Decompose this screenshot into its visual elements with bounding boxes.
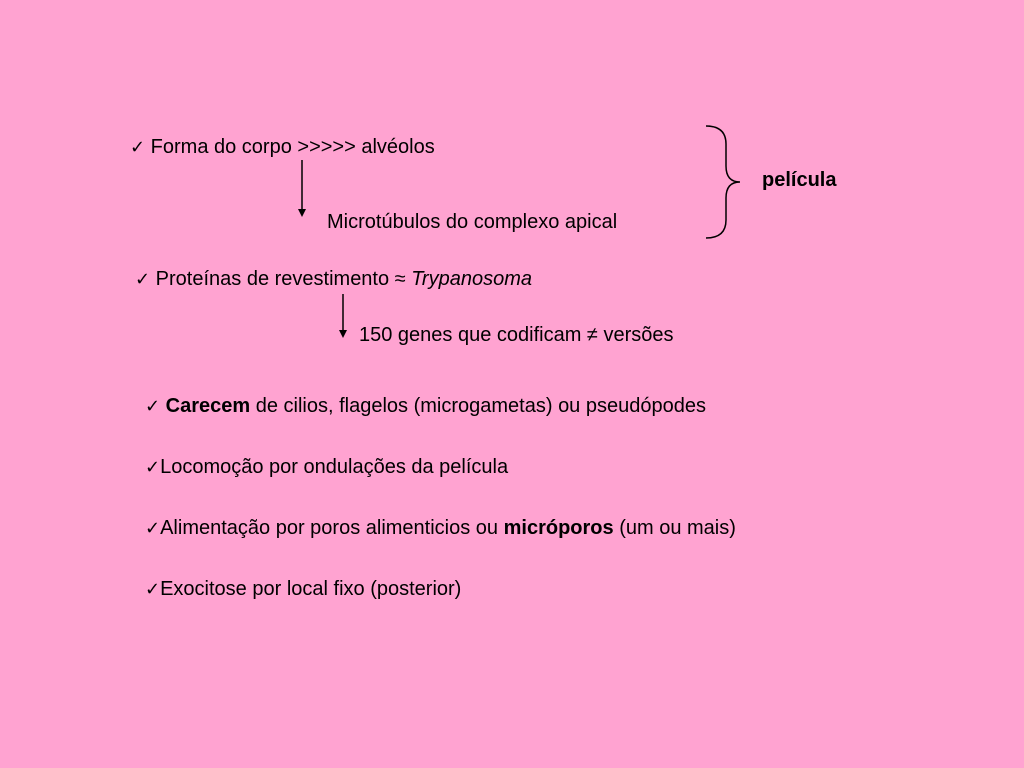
microporos-bold: micróporos <box>503 517 614 539</box>
right-brace-icon <box>706 126 740 238</box>
alimentacao-text: Alimentação por poros alimenticios ou <box>160 517 504 539</box>
trypanosoma-text: Trypanosoma <box>411 268 532 290</box>
checkmark-icon: ✓ <box>145 457 161 478</box>
alimentacao-post: (um ou mais) <box>613 517 736 539</box>
checkmark-icon: ✓ <box>130 137 146 158</box>
carecem-bold: Carecem <box>165 395 251 417</box>
proteinas-text: Proteínas de revestimento ≈ <box>155 268 412 290</box>
checkmark-icon: ✓ <box>145 518 161 539</box>
exocitose-text: Exocitose por local fixo (posterior) <box>160 578 462 600</box>
carecem-text: de cilios, flagelos (microgametas) ou pseudópodes <box>250 395 706 417</box>
checkmark-icon: ✓ <box>145 579 161 600</box>
checkmark-icon: ✓ <box>135 269 151 290</box>
forma-text: Forma do corpo >>>>> alvéolos <box>150 136 435 158</box>
checkmark-icon: ✓ <box>145 396 161 417</box>
locomocao-text: Locomoção por ondulações da película <box>160 456 509 478</box>
microtubulos-text: Microtúbulos do complexo apical <box>327 211 618 233</box>
pelicula-label: película <box>762 169 837 191</box>
genes-text: 150 genes que codificam ≠ versões <box>359 324 674 346</box>
